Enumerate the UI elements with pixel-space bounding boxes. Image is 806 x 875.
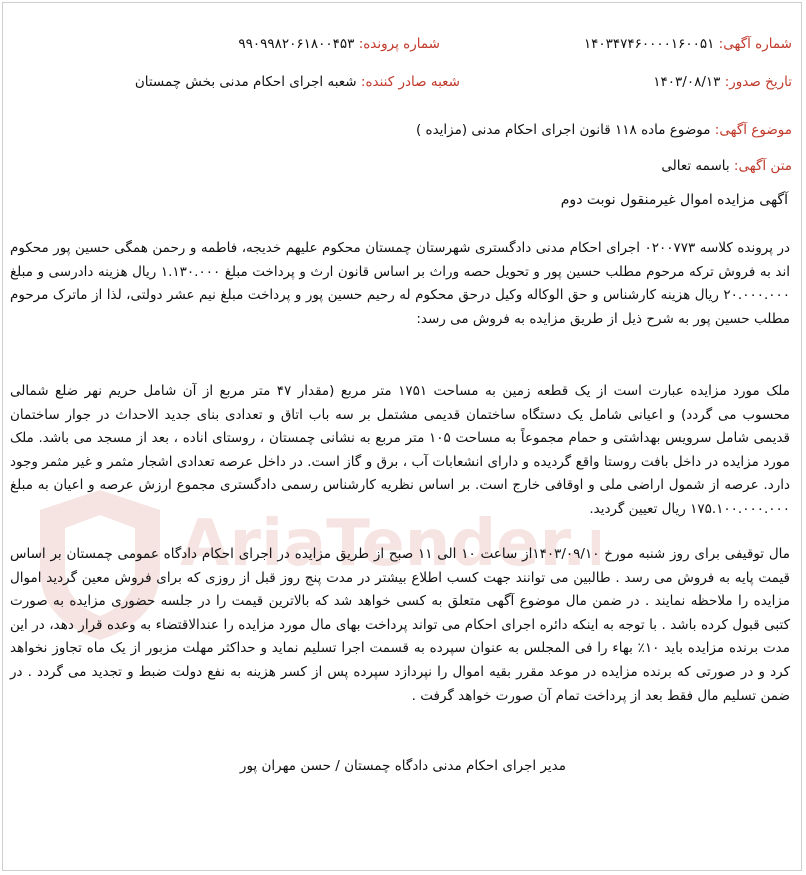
body-value: باسمه تعالی: [661, 158, 730, 174]
paragraph-property: ملک مورد مزایده عبارت است از یک قطعه زمین به مساحت ۱۷۵۱ متر مربع (مقدار ۴۷ متر مربع از آن شامل حریم نهر ضلع شمالی محسوب می گردد) و اعیانی شامل یک دستگاه ساختمان قدیمی مشتمل بر سه باب اتاق و تعدادی بنای جدید الاحداث در جوار ساختمان قدیمی شامل سرویس بهداشتی و حمام مجموعاً به مساحت ۱۰۵ متر مربع به نشانی چمستان ، روستای اناده ، بعد از مسجد می باشد. ملک مورد مزایده در داخل بافت روستا واقع گردیده و دارای انشعابات آب ، برق و گاز است. در داخل عرصه تعدادی اشجار مثمر و غیر مثمر وجود دارد. عرصه از شمول اراضی ملی و اوقافی خارج است. بر اساس نظریه کارشناس رسمی دادگستری مجموع ارزش عرصه و اعیان به مبلغ ۱۷۵.۱۰۰.۰۰۰.۰۰۰ ریال تعیین گردید.: [10, 383, 791, 517]
ad-number-label: شماره آگهی:: [718, 36, 792, 52]
subject-value: موضوع ماده ۱۱۸ قانون اجرای احکام مدنی (مزایده ): [415, 122, 711, 138]
notice-title: آگهی مزایده اموال غیرمنقول نوبت دوم: [560, 192, 788, 208]
paragraph-auction-terms: مال توقیفی برای روز شنبه مورخ ۱۴۰۳/۰۹/۱۰از ساعت ۱۰ الی ۱۱ صبح از طریق مزایده در اجرای احکام دادگاه عمومی چمستان بر اساس قیمت پایه به فروش می رسد . طالبین می توانند جهت کسب اطلاع بیشتر در مدت پنج روز قبل از روزی که برای فروش معین گردید اموال مزایده را ملاحظه نمایند . در ضمن مال موضوع آگهی متعلق به کسی خواهد شد که بالاترین قیمت را در جلسه حضوری مزایده به صورت کتبی قبول کرده باشد . با توجه به اینکه دائره اجرای احکام می تواند پرداخت بهای مال مورد مزایده را عندالاقتضاء به وعده قرار دهد، در این مدت برنده مزایده باید ۱۰٪ بهاء را فی المجلس به عنوان سپرده به قسمت اجرا تسلیم نماید و حداکثر مهلت مزبور از یک ماه تجاوز نخواهد کرد و در صورتی که برنده مزایده در موعد مقرر بقیه اموال را نپردازد سپرده پس از کسر هزینه به نفع دولت ضبط و تجدید می گردد . در ضمن تسلیم مال فقط بعد از پرداخت تمام آن صورت خواهد گرفت .: [10, 546, 791, 704]
body-label: متن آگهی:: [733, 158, 792, 174]
issue-date-label: تاریخ صدور:: [724, 74, 792, 90]
watermark-text: AriaTender.: [180, 507, 587, 581]
case-number-value: ۹۹۰۹۹۸۲۰۶۱۸۰۰۴۵۳: [238, 36, 355, 52]
issue-date-value: ۱۴۰۳/۰۸/۱۳: [653, 74, 721, 90]
subject-label: موضوع آگهی:: [714, 122, 792, 138]
case-number-row: [238, 36, 440, 52]
ad-number-value: ۱۴۰۳۴۷۴۶۰۰۰۰۱۶۰۰۵۱: [583, 36, 715, 52]
issuer-row: [135, 74, 460, 90]
body-row: [661, 158, 792, 174]
subject-row: [416, 122, 792, 138]
ad-number-row: [584, 36, 792, 52]
issue-date-row: [653, 74, 792, 90]
case-number-label: شماره پرونده:: [358, 36, 440, 52]
issuer-label: شعبه صادر کننده:: [360, 74, 460, 90]
paragraph-case: در پرونده کلاسه ۰۲۰۰۷۷۳ اجرای احکام مدنی دادگستری شهرستان چمستان محکوم علیهم خدیجه، فاطمه و رحمن همگی حسین پور محکوم اند به فروش ترکه مرحوم مطلب حسین پور و تحویل حصه وراث بر اساس قانون ارث و پرداخت مبلغ ۱.۱۳۰.۰۰۰ ریال هزینه دادرسی و مبلغ ۲۰.۰۰۰.۰۰۰ ریال هزینه کارشناس و حق الوکاله وکیل درحق محکوم له رحیم حسین پور و پرداخت مبلغ نیم عشر دولتی، لذا از ماترک مرحوم مطلب حسین پور به شرح ذیل از طریق مزایده به فروش می رسد:: [10, 240, 790, 327]
signature: مدیر اجرای احکام مدنی دادگاه چمستان / حسن مهران پور: [239, 758, 566, 774]
issuer-value: شعبه اجرای احکام مدنی بخش چمستان: [134, 74, 357, 90]
